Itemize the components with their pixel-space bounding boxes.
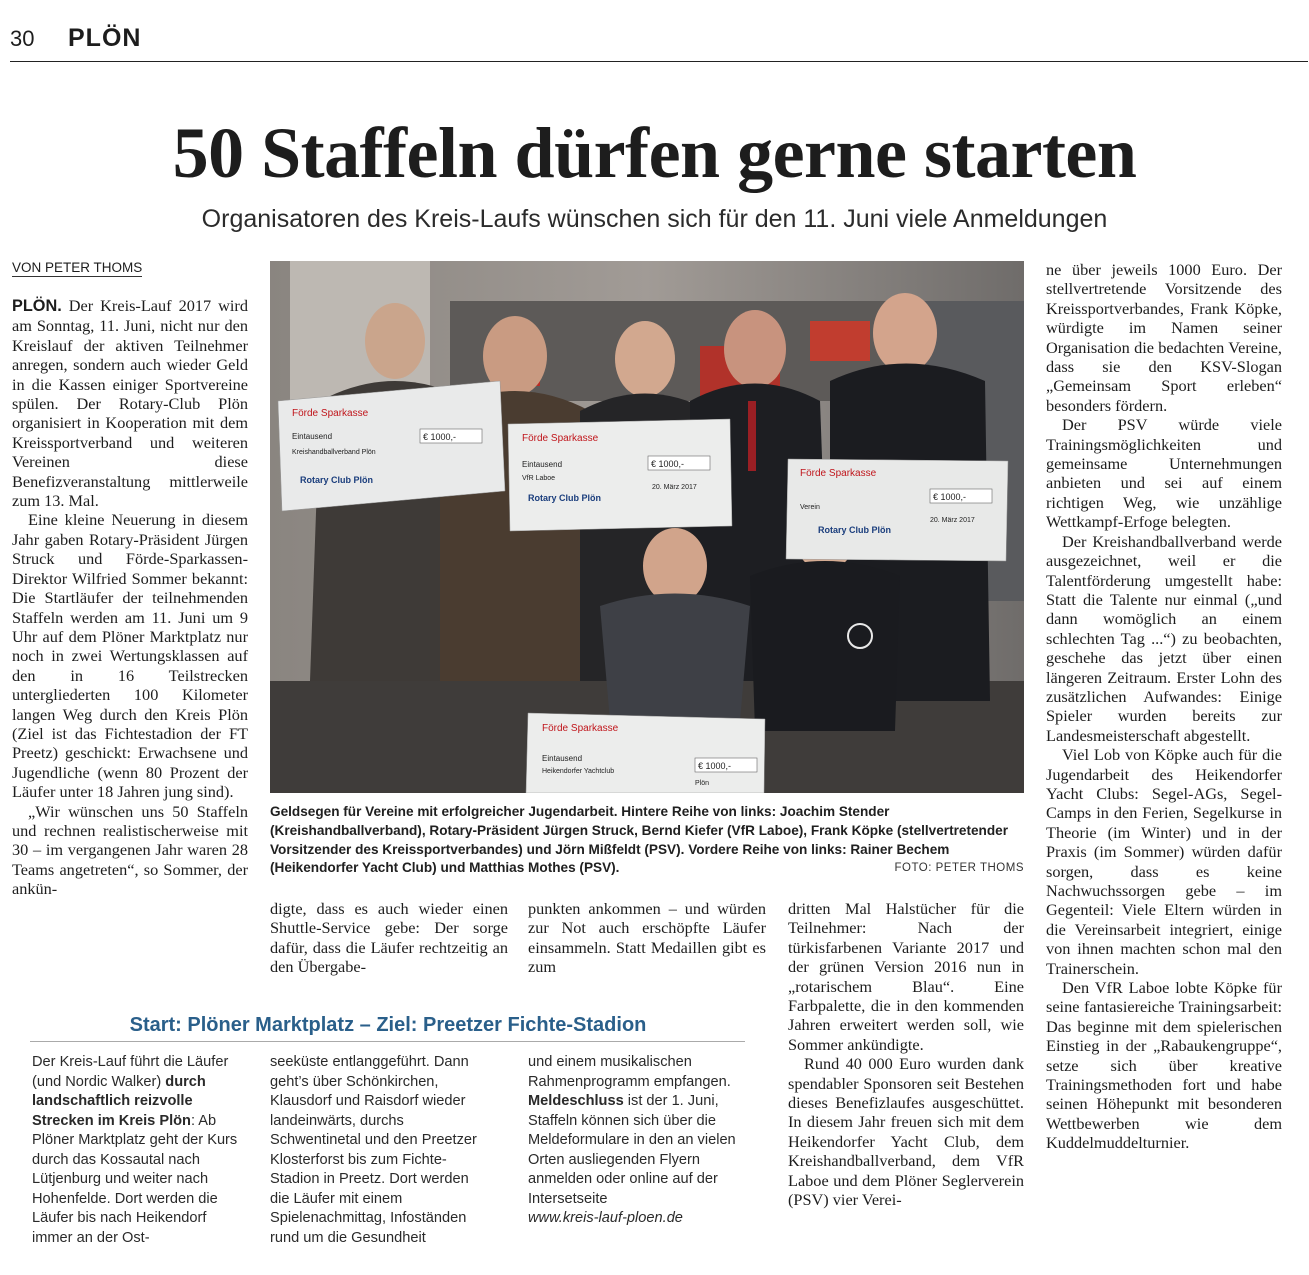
infobox-column-3 [528,1053,750,1229]
check-payer: Rotary Club Plön [300,475,374,485]
article-column-3 [528,899,766,977]
check-4 [526,713,765,793]
section-name: PLÖN [68,24,142,52]
check-place: Plön [695,780,710,787]
check-payee: VfR Laboe [522,475,556,482]
infobox-column-2 [270,1053,492,1248]
paragraph-text: Der Kreis-Lauf 2017 wird am Sonntag, 11. Juni, nicht nur den Kreislauf der aktiven Teilnehmer anregen, sondern auch wieder Geld in die Kassen einiger Sportvereine spülen. Der Rotary-Club Plön organisiert in Kooperation mit dem Kreissportverband und weiteren Vereinen diese Benefizveranstaltung mittlerweile zum 13. Mal. [12,296,248,511]
paragraph: „Wir wünschen uns 50 Staffeln und rechnen realistischerweise mit 30 – im vergangenen Jahr waren 28 Teams angetreten“, so Sommer, der ankün- [12,801,248,899]
check-payee: Kreishandballverband Plön [292,449,376,456]
infobox-emphasis: durch landschaftlich reizvolle Strecken im Kreis Plön [32,1073,206,1129]
headline: 50 Staffeln dürfen gerne starten [172,113,1137,193]
infobox-title: Start: Plöner Marktplatz – Ziel: Preetzer Fichte-Stadion [129,1014,647,1036]
paragraph: Viel Lob von Köpke auch für die Jugendarbeit des Heikendorfer Yacht Clubs: Segel-AGs, Segel-Camps in den Ferien, Segelkurse in Theorie (im Winter) und in der Praxis (im Sommer) würden dafür sorgen, dass es keine Nachwuchssorgen gebe – im Gegenteil: Viele Eltern würden in die Vereinsarbeit integriert, einige von ihnen machten schon mal den Trainerschein. [1046,745,1282,978]
paragraph: ne über jeweils 1000 Euro. Der stellvertretende Vorsitzende des Kreissportverbandes, Frank Köpke, würdigte im Namen seiner Organisation die bedachten Vereine, dass sie den KSV-Slogan „Gemeinsam Sport erleben“ besonders fördern. [1046,260,1282,415]
paragraph: Den VfR Laboe lobte Köpke für seine fantasiereiche Trainingsarbeit: Das beginne mit dem spielerischen Einstieg in der „Rabaukengruppe“, setze sich über kreative Trainingsmethoden fort und habe seinen Höhepunkt mit besonderen Wettbewerben wie dem Kuddelmuddelturnier. [1046,978,1282,1153]
check-payer: Rotary Club Plön [528,493,602,503]
infobox-text: : Ab Plöner Marktplatz geht der Kurs durch das Kossautal nach Lütjenburg und weiter nach Hohenfelde. Dort werden die Läufer bis nach Heikendorf immer an der Ost- [32,1112,238,1246]
paragraph: punkten ankommen – und würden zur Not auch erschöpfte Läufer einsammeln. Statt Medaillen gibt es zum [528,899,766,977]
byline: VON PETER THOMS [12,260,143,275]
infobox-emphasis: Meldeschluss [528,1093,624,1109]
check-words: Eintausend [522,460,563,469]
check-payee: Verein [800,504,820,511]
photo-credit: FOTO: PETER THOMS [894,862,1024,874]
article-photo [270,261,1024,793]
infobox-text: und einem musikalischen Rahmenprogramm empfangen. [528,1054,731,1090]
article-column-2 [270,899,508,977]
paragraph: dritten Mal Halstücher für die Teilnehmer: Nach der türkisfarbenen Variante 2017 und der grünen Version 2016 nun in „rotarischem Blau“. Eine Farbpalette, die in den kommenden Jahren erweitert werden soll, wie Sommer ankündigte. [788,899,1024,1054]
dateline: PLÖN. [12,297,62,315]
article-column-4 [788,899,1024,1210]
paragraph: Der PSV würde viele Trainingsmöglichkeiten und gemeinsame Unternehmungen anbieten und sei auf einem richtigen Weg, wie unzählige Wettkampf-Erfoge belegten. [1046,415,1282,532]
paragraph: Der Kreishandballverband werde ausgezeichnet, weil er die Talentförderung umgestellt habe: Statt die Talente nur einmal („und dann womöglich an einem schlechten Tag ...“) zu beobachten, geschehe das jetzt über einen längeren Zeitraum. Erster Lohn des zusätzlichen Aufwandes: Einige Spieler wurden bereits zur Landesmeisterschaft abgestellt. [1046,531,1282,745]
infobox-text: seeküste entlanggeführt. Dann geht’s über Schönkirchen, Klausdorf und Raisdorf wieder landeinwärts, durchs Schwentinetal und den Preetzer Klosterforst bis zum Fichte-Stadion in Preetz. Dort werden die Läufer mit einem Spielenachmittag, Infoständen rund um die Gesundheit [270,1054,477,1246]
check-words: Eintausend [292,432,333,441]
paragraph: digte, dass es auch wieder einen Shuttle-Service gebe: Der sorge dafür, dass die Läufer rechtzeitig an den Übergabe- [270,899,508,977]
check-payer: Rotary Club Plön [818,525,892,535]
article-column-1 [12,296,248,899]
check-1 [278,381,505,511]
check-date: 20. März 2017 [930,517,975,524]
check-amount: € 1000,- [651,459,685,469]
photo-caption: Geldsegen für Vereine mit erfolgreicher Jugendarbeit. Hintere Reihe von links: Joachim Stender (Kreishandballverband), Rotary-Präsident Jürgen Struck, Bernd Kiefer (VfR Laboe), Frank Köpke (stellvertretender Vorsitzender des Kreissportverbandes) und Jörn Mißfeldt (PSV). Vordere Reihe von links: Rainer Bechem (Heikendorfer Yacht Club) und Matthias Mothes (PSV). [270,804,1009,876]
check-amount: € 1000,- [423,432,457,442]
check-date: 20. März 2017 [652,484,697,491]
check-bank: Förde Sparkasse [800,468,877,479]
check-payee: Heikendorfer Yachtclub [542,768,615,775]
check-words: Eintausend [542,754,583,763]
check-amount: € 1000,- [698,761,732,771]
infobox-column-1 [32,1053,242,1248]
check-amount: € 1000,- [933,492,967,502]
page-number: 30 [10,26,35,51]
infobox-rule [30,1041,745,1042]
infobox-text: Der Kreis-Lauf führt die Läufer (und Nordic Walker) [32,1054,229,1090]
check-3 [786,459,1008,561]
paragraph: Rund 40 000 Euro wurden dank spendabler Sponsoren seit Bestehen dieses Benefizlaufes ausgeschüttet. In diesem Jahr freuen sich mit dem Heikendorfer Yacht Club, dem Kreishandballverband, dem VfR Laboe und dem Plöner Seglerverein (PSV) vier Verei- [788,1054,1024,1210]
check-bank: Förde Sparkasse [292,408,369,419]
infobox-text: ist der 1. Juni, Staffeln können sich über die Meldeformulare in den an vielen Orten ausliegenden Flyern anmelden oder online auf der Intersetseite [528,1093,736,1207]
article-column-5 [1046,260,1282,1153]
paragraph [12,296,248,510]
paragraph: Eine kleine Neuerung in diesem Jahr gaben Rotary-Präsident Jürgen Struck und Förde-Sparkassen-Direktor Wilfried Sommer bekannt: Die Startläufer der teilnehmenden Staffeln werden am 11. Juni um 9 Uhr auf dem Plöner Marktplatz nur noch in zwei Wertungsklassen auf den in 16 Teilstrecken untergliederten 100 Kilometer langen Weg durch den Kreis Plön (Ziel ist das Fichtestadion der FT Preetz) geschickt: Erwachsene und Jugendliche (wenn 80 Prozent der Läufer unter 18 Jahren jung sind). [12,510,248,802]
check-bank: Förde Sparkasse [522,433,599,444]
check-2 [508,419,732,531]
website-link[interactable]: www.kreis-lauf-ploen.de [528,1210,683,1226]
check-bank: Förde Sparkasse [542,723,619,734]
subheadline: Organisatoren des Kreis-Laufs wünschen sich für den 11. Juni viele Anmeldungen [201,205,1108,233]
header-rule [10,61,1308,62]
